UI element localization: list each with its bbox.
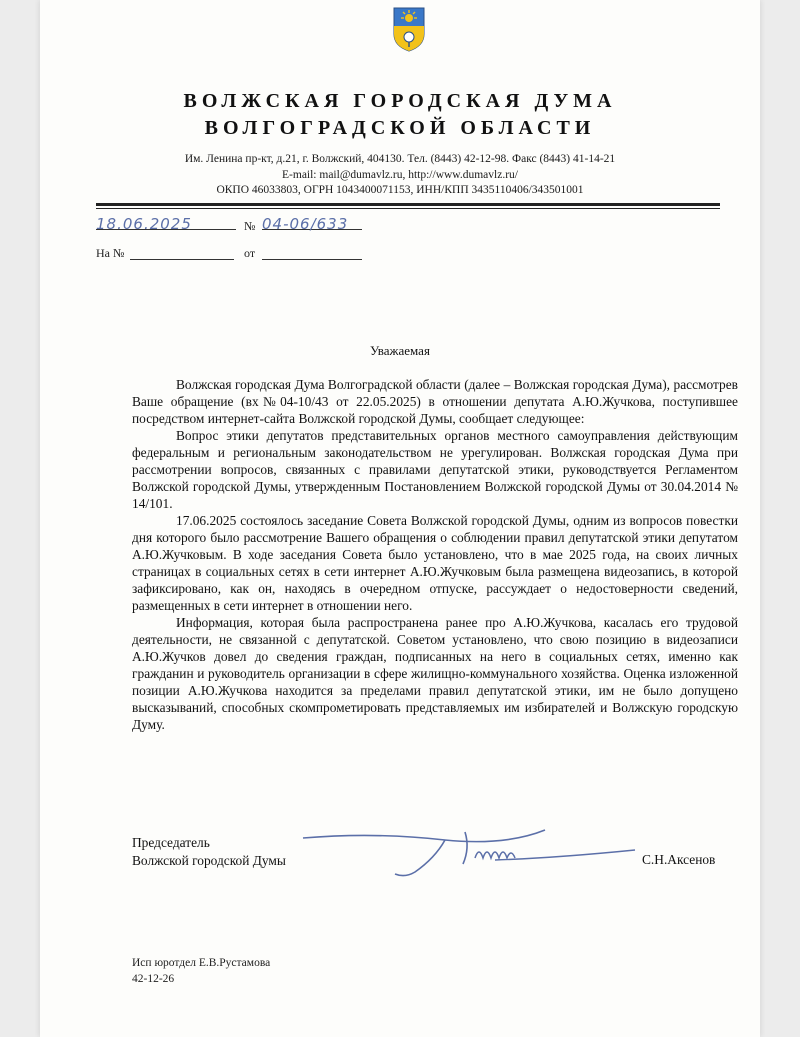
reference-date-line xyxy=(262,245,362,260)
outgoing-number: 04-06/633 xyxy=(262,215,349,233)
reference-number-line xyxy=(130,245,234,260)
handwritten-signature xyxy=(295,818,655,882)
outgoing-date: 18.06.2025 xyxy=(96,215,192,233)
reference-date-label: от xyxy=(244,246,256,260)
outgoing-number-field xyxy=(262,215,362,233)
position-line: Председатель xyxy=(132,835,210,850)
outgoing-number-label: № xyxy=(244,219,256,233)
org-contacts: E-mail: mail@dumavlz.ru, http://www.dumavlz.ru/ xyxy=(282,169,518,181)
greeting: Уважаемая xyxy=(370,343,430,358)
org-address: Им. Ленина пр-кт, д.21, г. Волжский, 404130. Тел. (8443) 42-12-98. Факс (8443) 41-14-21 xyxy=(184,153,616,165)
letter-body xyxy=(132,376,738,733)
header-divider-thin xyxy=(96,208,720,209)
paragraph: 17.06.2025 состоялось заседание Совета Волжской городской Думы, одним из вопросов повестки дня которого было рассмотрение Вашего обращения о соблюдении правил депутатской этики депутатом А.Ю.Жучковым. В ходе заседания Совета было установлено, что в мае 2025 года, на своих личных страницах в социальных сетях в сети интернет А.Ю.Жучковым была размещена видеозапись, в которой зафиксировано, как он, находясь в очередном отпуске, рассуждает о недостоверности сведений, размещенных в сети интернет в отношении него. xyxy=(132,513,738,613)
letter-page xyxy=(40,0,760,1037)
header-divider xyxy=(96,203,720,206)
signatory-name: С.Н.Аксенов xyxy=(642,852,716,867)
org-title-line2: ВОЛГОГРАДСКОЙ ОБЛАСТИ xyxy=(204,117,596,139)
paragraph: Вопрос этики депутатов представительных органов местного самоуправления действующим федеральным и региональным законодательством не урегулирован. Волжская городская Дума при рассмотрении вопросов, связанных с правилами депутатской этики, руководствуется Регламентом Волжской городской Думы, утвержденным Постановлением Волжской городской Думы от 30.04.2014 № 14/101. xyxy=(132,428,738,511)
executor-info xyxy=(132,955,270,987)
signatory-position xyxy=(132,834,286,870)
paragraph: Информация, которая была распространена ранее про А.Ю.Жучкова, касалась его трудовой деятельности, не связанной с депутатской. Советом установлено, что свою позицию в видеозаписи А.Ю.Жучков довел до сведения граждан, подписанных на него в социальных сетях, именно как гражданин и руководитель организации в сфере жилищно-коммунального хозяйства. Оценка изложенной позиции А.Ю.Жучкова находится за пределами правил депутатской этики, им не было допущено высказываний, способных скомпрометировать представляемых им избирателей и Волжскую городскую Думу. xyxy=(132,615,738,732)
position-line: Волжской городской Думы xyxy=(132,853,286,868)
reference-number-label: На № xyxy=(96,246,125,260)
executor-phone: 42-12-26 xyxy=(132,973,175,985)
outgoing-date-field xyxy=(96,215,236,233)
org-title-line1: ВОЛЖСКАЯ ГОРОДСКАЯ ДУМА xyxy=(183,90,617,112)
city-emblem-icon xyxy=(392,6,426,52)
paragraph: Волжская городская Дума Волгоградской области (далее – Волжская городская Дума), рассмотрев Ваше обращение (вх№04-10/43 от 22.05.2025) в отношении депутата А.Ю.Жучкова, поступившее посредством интернет-сайта Волжской городской Думы, сообщает следующее: xyxy=(132,377,738,426)
executor-name: Исп юротдел Е.В.Рустамова xyxy=(132,957,271,969)
org-codes: ОКПО 46033803, ОГРН 1043400071153, ИНН/КПП 3435110406/343501001 xyxy=(216,184,584,196)
